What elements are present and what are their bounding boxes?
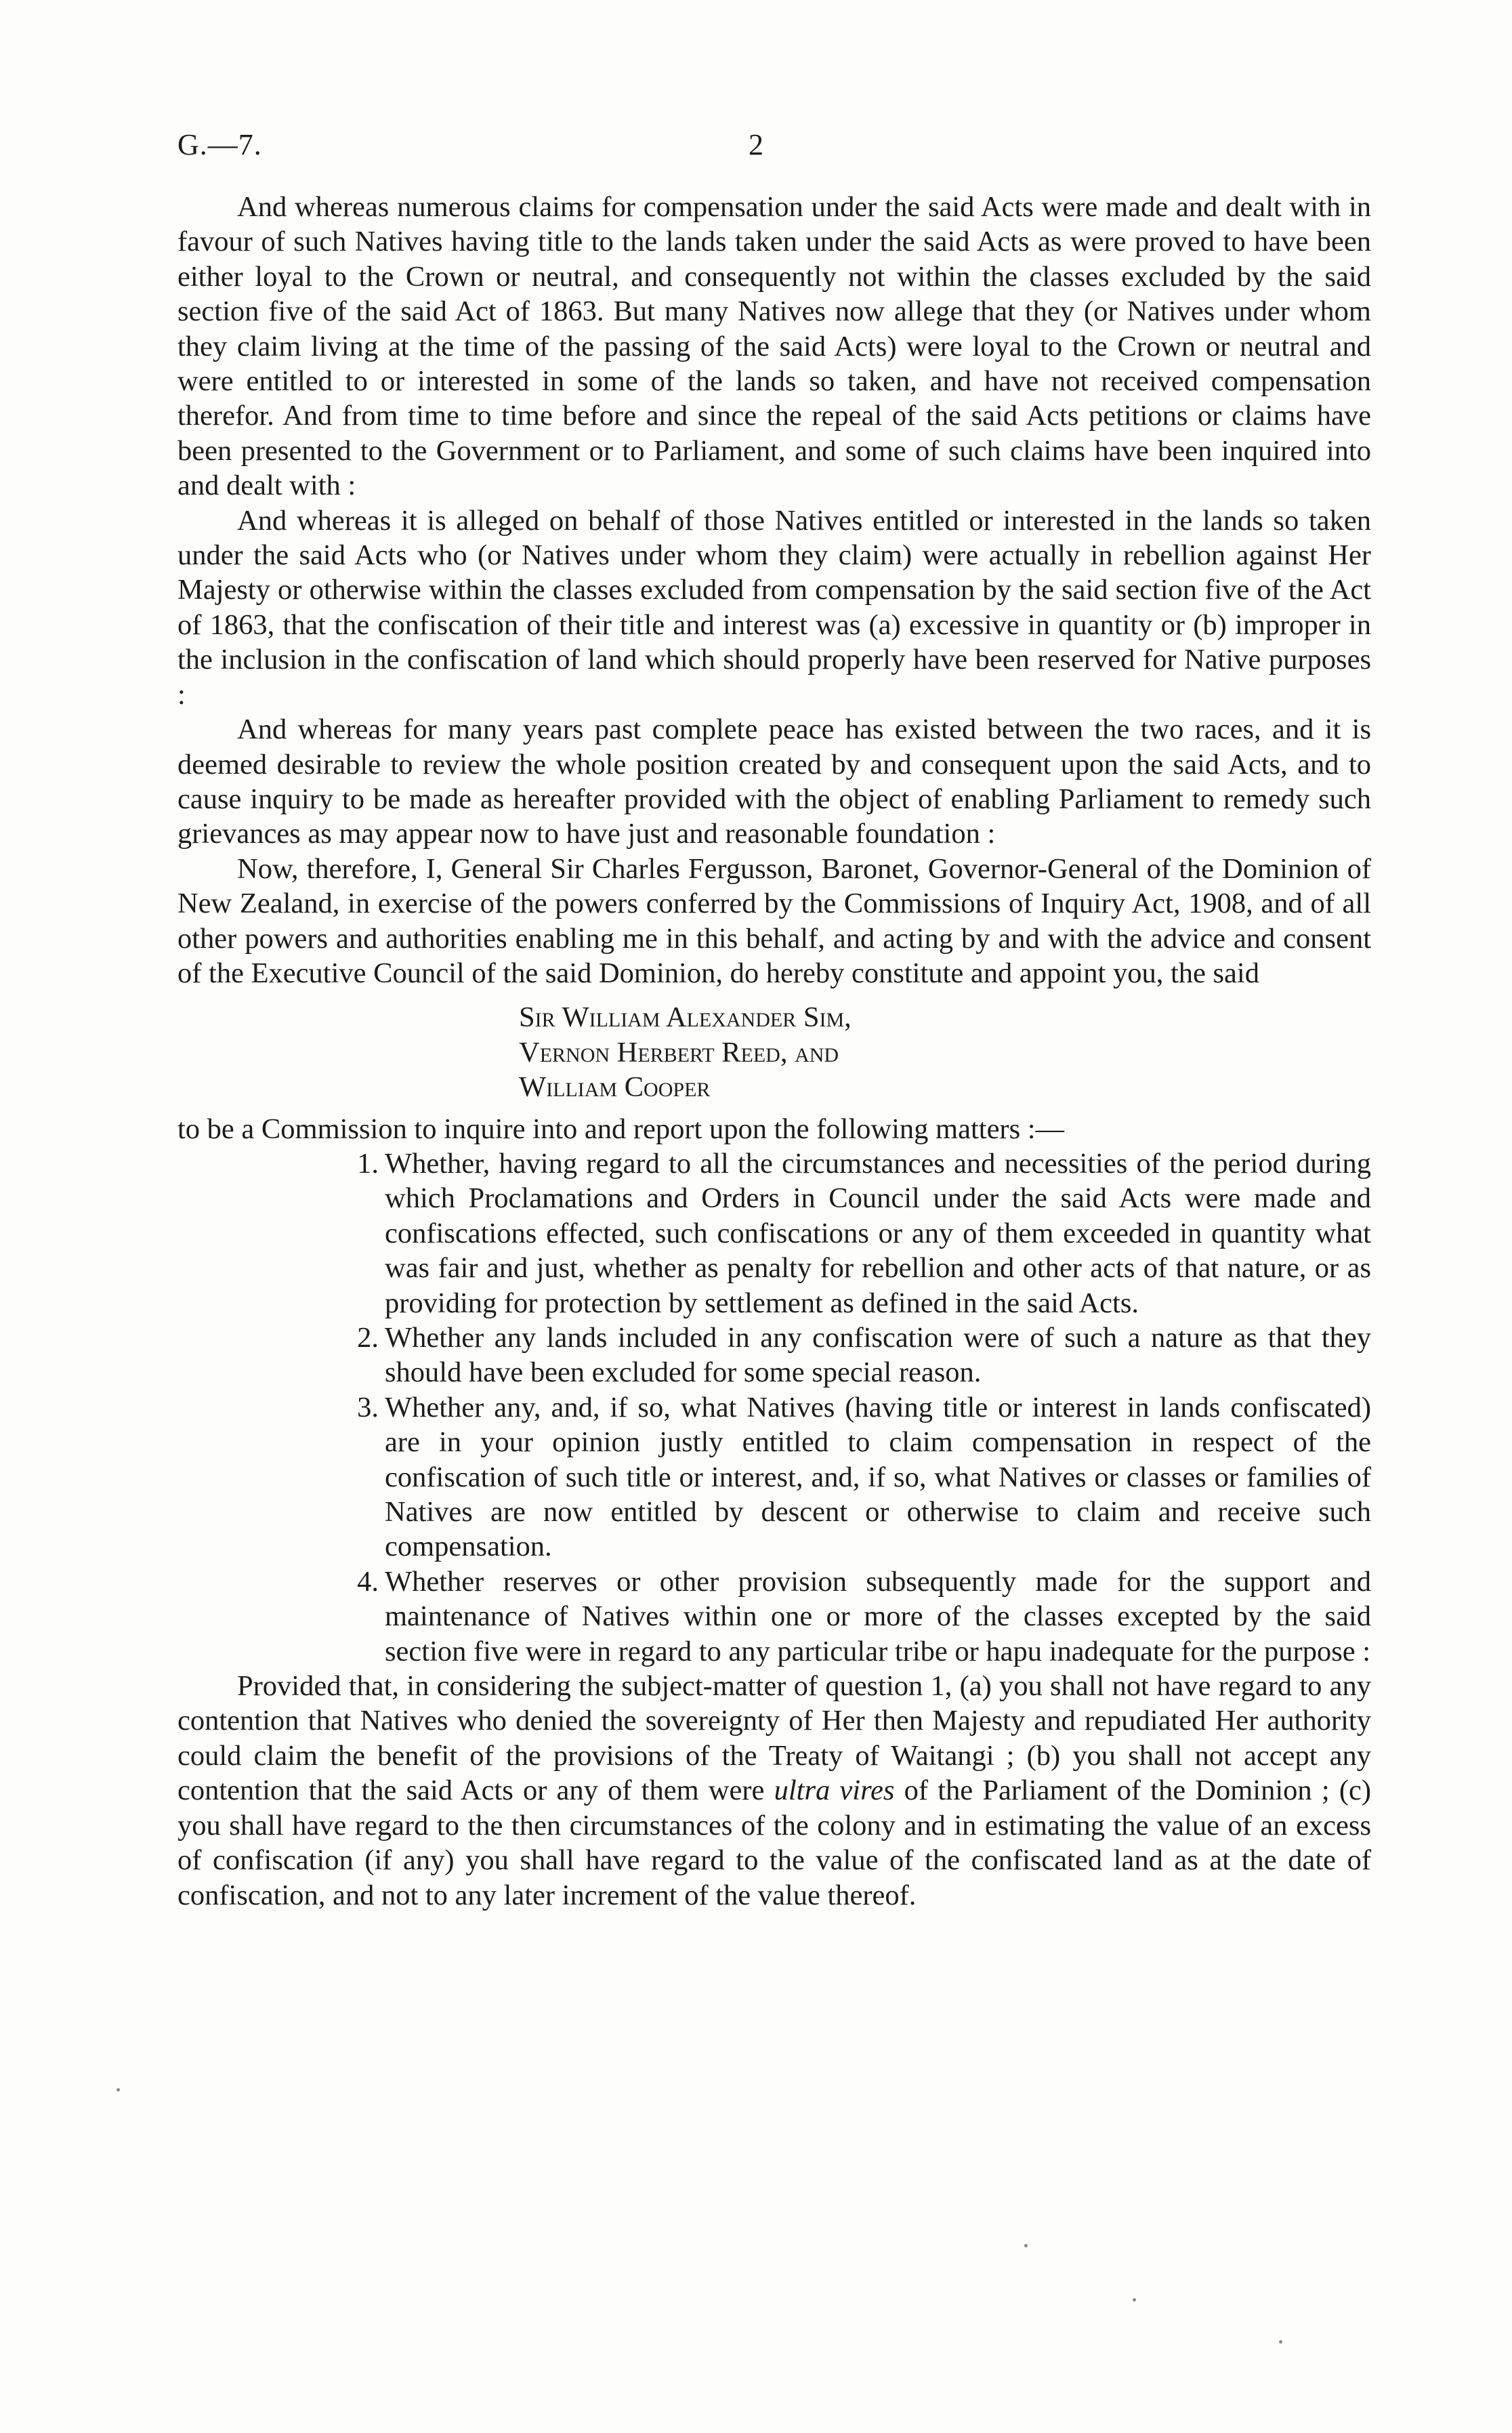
matter-item	[177, 1321, 1371, 1390]
proviso-italic-term: ultra vires	[774, 1774, 895, 1807]
matter-item	[177, 1564, 1371, 1669]
paragraph-peace-review: And whereas for many years past complete peace has existed between the two races, and it is deemed desirable to review the whole position created by and consequent upon the said Acts, and to cause inquiry to be made as hereafter provided with the object of enabling Parliament to remedy such grievances as may appear now to have just and reasonable foundation :	[177, 713, 1371, 850]
matter-text: Whether reserves or other provision subsequently made for the support and maintenance of Natives within one or more of the classes excepted by the said section five were in regard to any particular tribe or hapu inadequate for the purpose :	[385, 1565, 1371, 1667]
page-number: 2	[749, 128, 763, 161]
commissioner-list	[177, 1000, 1371, 1104]
commissioner-name: Sir William Alexander Sim,	[519, 1001, 852, 1034]
paragraph-rebellion-allegation: And whereas it is alleged on behalf of those Natives entitled or interested in the lands so taken under the said Acts who (or Natives under whom they claim) were actually in rebellion against Her Majesty or otherwise within the classes excluded from compensation by the said section five of the Act of 1863, that the confiscation of their title and interest was (a) excessive in quantity or (b) improper in the inclusion in the confiscation of land which should properly have been reserved for Native purposes :	[177, 504, 1371, 711]
matter-item	[177, 1390, 1371, 1564]
matter-number: 3.	[357, 1391, 379, 1423]
matters-intro: to be a Commission to inquire into and report upon the following matters :—	[177, 1112, 1065, 1145]
matters-list	[177, 1146, 1371, 1669]
document-body	[177, 190, 1371, 1913]
matter-text: Whether, having regard to all the circumstances and necessities of the period during which Proclamations and Orders in Council under the said Acts were made and confiscations effected, such confiscations or any of them exceeded in quantity what was fair and just, whether as penalty for rebellion and other acts of that nature, or as providing for protection by settlement as defined in the said Acts.	[385, 1147, 1371, 1319]
matter-text: Whether any lands included in any confiscation were of such a nature as that they should have been excluded for some special reason.	[385, 1322, 1371, 1389]
paragraph-proviso	[177, 1669, 1371, 1913]
paragraph-compensation-claims: And whereas numerous claims for compensation under the said Acts were made and dealt with in favour of such Natives having title to the lands taken under the said Acts as were proved to have been either loyal to the Crown or neutral, and consequently not within the classes excluded by the said section five of the said Act of 1863. But many Natives now allege that they (or Natives under whom they claim living at the time of the passing of the said Acts) were loyal to the Crown or neutral and were entitled to or interested in some of the lands so taken, and have not received compensation therefor. And from time to time before and since the repeal of the said Acts petitions or claims have been presented to the Government or to Parliament, and some of such claims have been inquired into and dealt with :	[177, 191, 1371, 502]
document-reference: G.—7.	[177, 128, 262, 161]
commissioner-name: Vernon Herbert Reed, and	[519, 1036, 839, 1068]
scan-speck	[117, 2088, 120, 2092]
matter-number: 4.	[357, 1565, 379, 1598]
scan-speck	[1024, 2244, 1028, 2247]
matter-number: 1.	[357, 1147, 379, 1180]
paragraph-appointment: Now, therefore, I, General Sir Charles Fergusson, Baronet, Governor-General of the Dominion of New Zealand, in exercise of the powers conferred by the Commissions of Inquiry Act, 1908, and of all other powers and authorities enabling me in this behalf, and acting by and with the advice and consent of the Executive Council of the said Dominion, do hereby constitute and appoint you, the said	[177, 852, 1371, 989]
scan-speck	[1279, 2340, 1282, 2344]
commissioner-name: William Cooper	[519, 1071, 711, 1104]
matter-number: 2.	[357, 1322, 379, 1354]
proviso-text: of the Parliament of the Dominion ; (c) you shall have regard to the then circumstances of the colony and in estimating the value of an excess of confiscation (if any) you shall have regard to the value of the confiscated land as at the date of confiscation, and not to any later increment of the value thereof.	[177, 1774, 1372, 1911]
matter-text: Whether any, and, if so, what Natives (having title or interest in lands confiscated) are in your opinion justly entitled to claim compensation in respect of the confiscation of such title or interest, and, if so, what Natives or classes or families of Natives are now entitled by descent or otherwise to claim and receive such compensation.	[385, 1391, 1371, 1563]
proviso-text: Provided that, in considering the subject-matter of question 1, (a) you shall not have regard to any contention that Natives who denied the sovereignty of Her then Majesty and repudiated Her authority could claim the benefit of the provisions of the Treaty of Waitangi ; (b) you shall not accept any contention that the said Acts or any of them were	[177, 1670, 1371, 1807]
scan-speck	[1133, 2298, 1136, 2302]
matter-item	[177, 1146, 1371, 1321]
